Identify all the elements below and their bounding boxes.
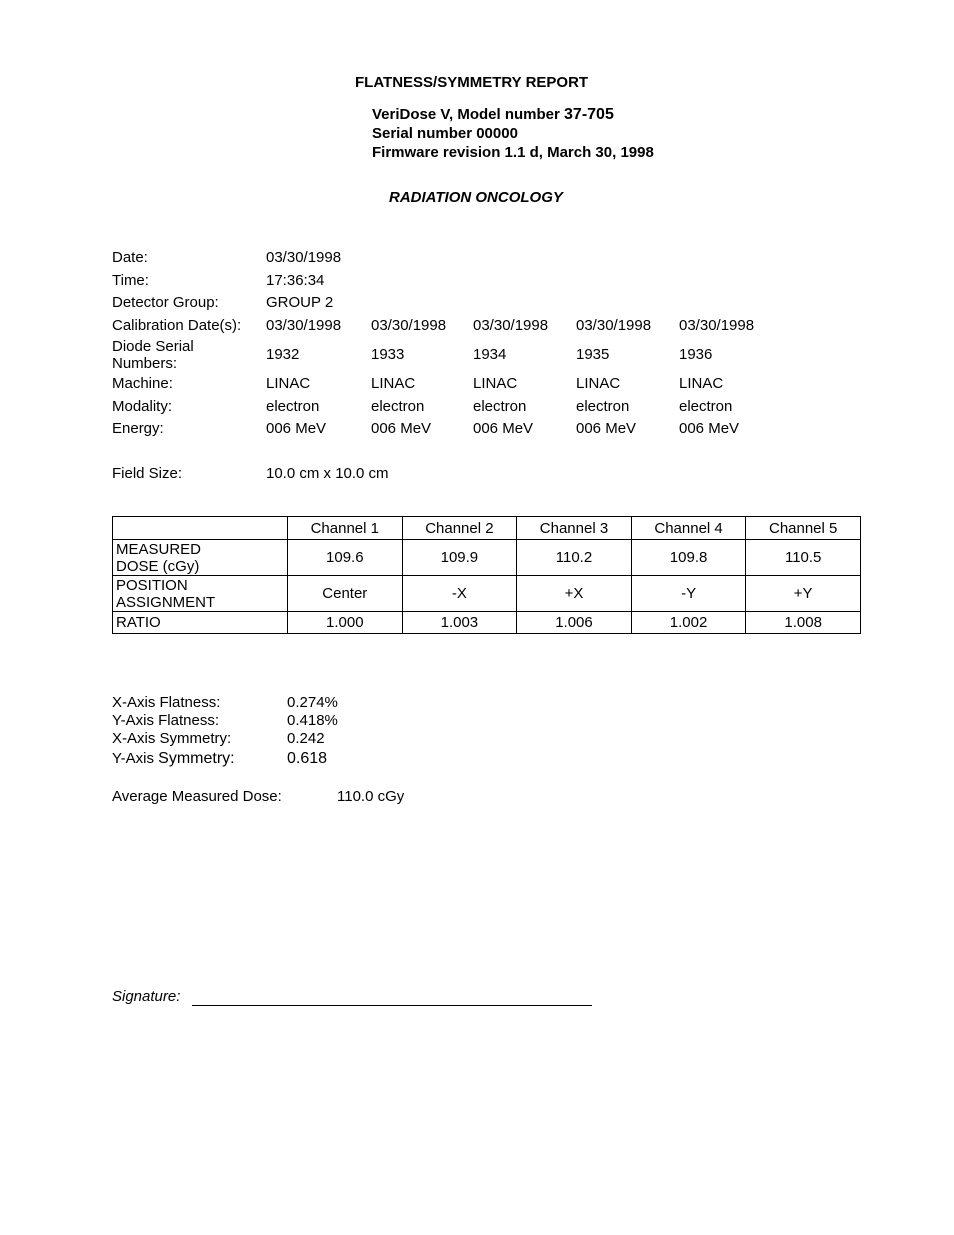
table-cell: -Y: [631, 576, 746, 612]
calibration-label: Calibration Date(s):: [112, 317, 242, 334]
modality-value: electron: [473, 398, 527, 415]
modality-value: electron: [371, 398, 425, 415]
energy-value: 006 MeV: [473, 420, 534, 437]
table-cell: 1.000: [288, 612, 403, 634]
y-symmetry-label-b: Symmetry:: [158, 750, 235, 767]
row-header-line1: MEASURED: [116, 540, 202, 558]
y-symmetry-label-a: Y-Axis: [112, 750, 159, 767]
field-size-value: 10.0 cm x 10.0 cm: [266, 465, 389, 482]
x-flatness-label: X-Axis Flatness:: [112, 694, 221, 711]
column-header: Channel 4: [631, 517, 746, 540]
detector-group-value: GROUP 2: [266, 294, 334, 311]
column-header: Channel 1: [288, 517, 403, 540]
table-row: [113, 540, 861, 576]
calibration-date: 03/30/1998: [473, 317, 549, 334]
diode-serial-label-line2: Numbers:: [112, 355, 178, 372]
table-cell: 110.2: [517, 540, 632, 576]
machine-value: LINAC: [576, 375, 621, 392]
table-row: [113, 576, 861, 612]
department-title: RADIATION ONCOLOGY: [389, 189, 563, 206]
signature-label: Signature:: [112, 988, 181, 1005]
modality-value: electron: [679, 398, 733, 415]
model-line: [372, 105, 654, 124]
modality-value: electron: [266, 398, 320, 415]
table-cell: 1.008: [746, 612, 861, 634]
modality-label: Modality:: [112, 398, 173, 415]
date-value: 03/30/1998: [266, 249, 342, 266]
firmware-line: Firmware revision 1.1 d, March 30, 1998: [372, 144, 654, 161]
diode-serial: 1934: [473, 346, 507, 363]
energy-value: 006 MeV: [266, 420, 327, 437]
diode-serial: 1933: [371, 346, 405, 363]
diode-serial: 1935: [576, 346, 610, 363]
diode-serial: 1932: [266, 346, 300, 363]
row-header: [113, 576, 288, 612]
machine-value: LINAC: [371, 375, 416, 392]
table-header-row: [113, 517, 861, 540]
energy-value: 006 MeV: [576, 420, 637, 437]
x-symmetry-value: 0.242: [287, 730, 325, 747]
machine-value: LINAC: [266, 375, 311, 392]
field-size-label: Field Size:: [112, 465, 183, 482]
column-header: Channel 3: [517, 517, 632, 540]
x-flatness-value: 0.274%: [287, 694, 338, 711]
diode-serial-label-line1: Diode Serial: [112, 338, 194, 355]
table-cell: -X: [402, 576, 517, 612]
table-cell: 1.002: [631, 612, 746, 634]
model-prefix: VeriDose V, Model number: [372, 106, 565, 123]
table-cell: 1.003: [402, 612, 517, 634]
model-number: 37-705: [564, 106, 614, 123]
table-cell: 109.9: [402, 540, 517, 576]
row-header-line2: ASSIGNMENT: [116, 593, 216, 611]
machine-value: LINAC: [679, 375, 724, 392]
table-cell: +X: [517, 576, 632, 612]
y-flatness-label: Y-Axis Flatness:: [112, 712, 219, 729]
diode-serial: 1936: [679, 346, 713, 363]
calibration-date: 03/30/1998: [679, 317, 755, 334]
row-header: [113, 540, 288, 576]
energy-label: Energy:: [112, 420, 164, 437]
table-corner-cell: [113, 517, 288, 540]
average-dose-label: Average Measured Dose:: [112, 788, 282, 805]
energy-value: 006 MeV: [371, 420, 432, 437]
time-value: 17:36:34: [266, 272, 325, 289]
row-header-line1: POSITION: [116, 576, 188, 594]
report-title: FLATNESS/SYMMETRY REPORT: [355, 74, 589, 91]
row-header: RATIO: [113, 612, 288, 634]
time-label: Time:: [112, 272, 149, 289]
column-header: Channel 5: [746, 517, 861, 540]
table-cell: +Y: [746, 576, 861, 612]
y-symmetry-value: 0.618: [287, 750, 328, 767]
table-cell: Center: [288, 576, 403, 612]
table-cell: 110.5: [746, 540, 861, 576]
channel-table: [112, 516, 861, 634]
diode-serial-label: [112, 338, 194, 372]
y-symmetry-label: [112, 750, 235, 768]
y-flatness-value: 0.418%: [287, 712, 338, 729]
modality-value: electron: [576, 398, 630, 415]
calibration-date: 03/30/1998: [576, 317, 652, 334]
device-info: [372, 105, 654, 162]
column-header: Channel 2: [402, 517, 517, 540]
signature-line[interactable]: [192, 1005, 592, 1006]
calibration-date: 03/30/1998: [266, 317, 342, 334]
table-cell: 1.006: [517, 612, 632, 634]
table-cell: 109.6: [288, 540, 403, 576]
date-label: Date:: [112, 249, 148, 266]
row-header-line2: DOSE (cGy): [116, 557, 200, 575]
detector-group-label: Detector Group:: [112, 294, 219, 311]
machine-label: Machine:: [112, 375, 173, 392]
machine-value: LINAC: [473, 375, 518, 392]
energy-value: 006 MeV: [679, 420, 740, 437]
table-row: [113, 612, 861, 634]
x-symmetry-label: X-Axis Symmetry:: [112, 730, 232, 747]
calibration-date: 03/30/1998: [371, 317, 447, 334]
serial-line: Serial number 00000: [372, 125, 518, 142]
average-dose-value: 110.0 cGy: [337, 788, 405, 805]
table-cell: 109.8: [631, 540, 746, 576]
